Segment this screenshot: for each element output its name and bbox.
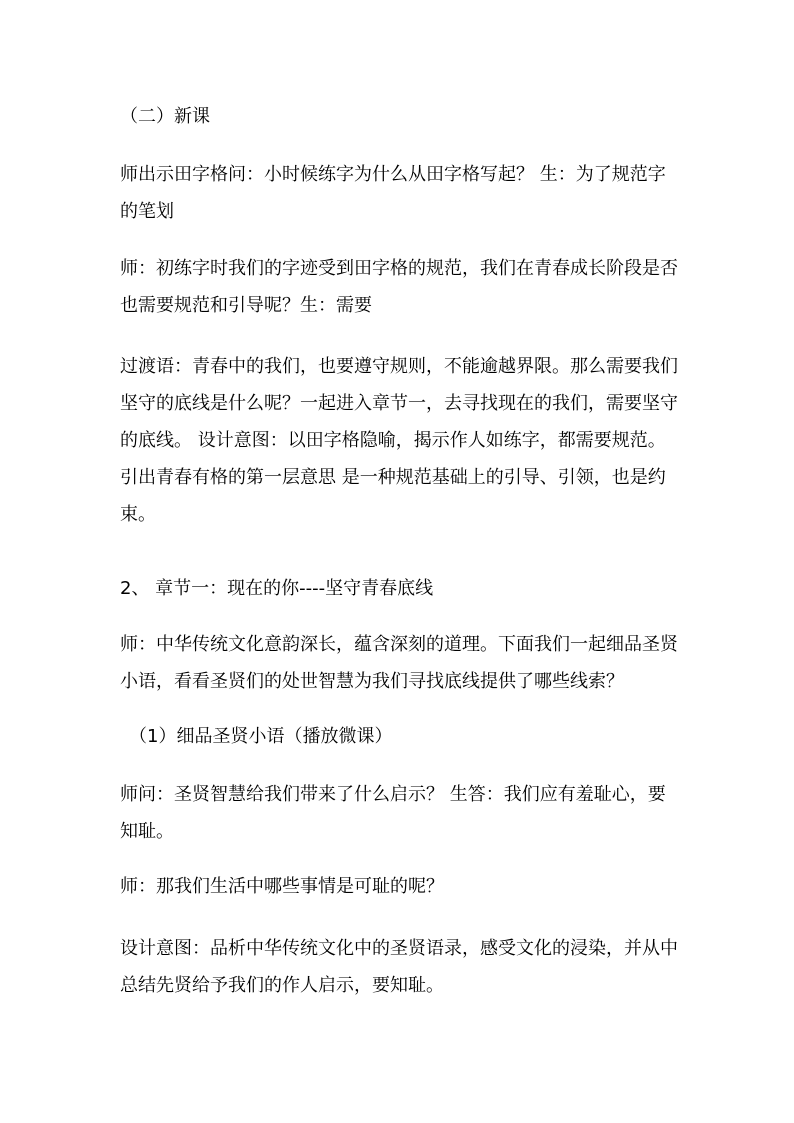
paragraph-sage-words-heading: （1）细品圣贤小语（播放微课） <box>129 726 393 747</box>
paragraph-shameful-things: 师：那我们生活中哪些事情是可耻的呢？ <box>120 876 444 897</box>
paragraph-chapter-one-heading: 2、 章节一：现在的你----坚守青春底线 <box>120 578 434 599</box>
paragraph-tian-grid-question: 师出示田字格问：小时候练字为什么从田字格写起？ 生：为了规范字的笔划 <box>120 164 666 222</box>
paragraph-sage-wisdom-question: 师问：圣贤智慧给我们带来了什么启示？ 生答：我们应有羞耻心，要知耻。 <box>120 784 666 842</box>
paragraph-transition-design: 过渡语：青春中的我们，也要遵守规则，不能逾越界限。那么需要我们坚守的底线是什么呢？一起进入章节一，去寻找现在的我们，需要坚守的底线。 设计意图：以田字格隐喻，揭示作人如练字，都需要规范。引出青春有格的第一层意思 是一种规范基础上的引导、引领，也是约束。 <box>120 356 678 525</box>
paragraph-design-intent: 设计意图：品析中华传统文化中的圣贤语录，感受文化的浸染，并从中总结先贤给予我们的作人启示，要知耻。 <box>120 938 678 996</box>
paragraph-traditional-culture: 师：中华传统文化意韵深长，蕴含深刻的道理。下面我们一起细品圣贤小语，看看圣贤们的处世智慧为我们寻找底线提供了哪些线索？ <box>120 634 678 692</box>
section-heading-new-lesson: （二）新课 <box>120 106 210 127</box>
paragraph-teacher-norms: 师：初练字时我们的字迹受到田字格的规范，我们在青春成长阶段是否也需要规范和引导呢？生：需要 <box>120 258 678 316</box>
